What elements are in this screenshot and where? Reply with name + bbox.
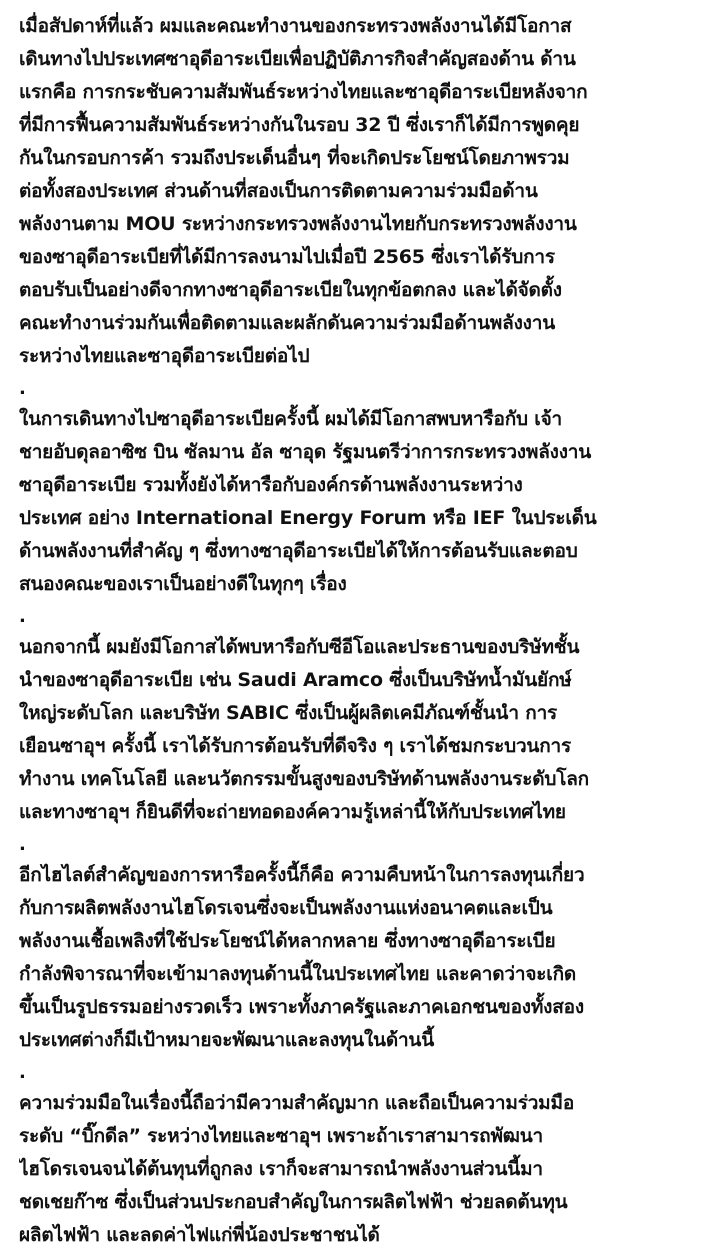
text-line: ชดเชยก๊าซ ซึ่งเป็นส่วนประกอบสำคัญในการผลิตไฟฟ้า ช่วยลดต้นทุน bbox=[19, 1191, 568, 1213]
text-line: ไฮโดรเจนจนได้ต้นทุนที่ถูกลง เราก็จะสามารถนำพลังงานส่วนนี้มา bbox=[19, 1158, 543, 1180]
text-line: ตอบรับเป็นอย่างดีจากทางซาอุดีอาระเบียในทุกข้อตกลง และได้จัดตั้ง bbox=[19, 279, 562, 301]
text-line: เมื่อสัปดาห์ที่แล้ว ผมและคณะทำงานของกระทรวงพลังงานได้มีโอกาส bbox=[19, 15, 572, 37]
text-line: ประเทศต่างก็มีเป้าหมายจะพัฒนาและลงทุนในด้านนี้ bbox=[19, 1029, 434, 1051]
text-line: กันในกรอบการค้า รวมถึงประเด็นอื่นๆ ที่จะเกิดประโยชน์โดยภาพรวม bbox=[19, 147, 570, 169]
text-line: ของซาอุดีอาระเบียที่ได้มีการลงนามไปเมื่อปี 2565 ซึ่งเราได้รับการ bbox=[19, 246, 555, 268]
text-line: แรกคือ การกระชับความสัมพันธ์ระหว่างไทยและซาอุดีอาระเบียหลังจาก bbox=[19, 81, 588, 103]
text-line: ต่อทั้งสองประเทศ ส่วนด้านที่สองเป็นการติดตามความร่วมมือด้าน bbox=[19, 180, 538, 202]
text-line: ความร่วมมือในเรื่องนี้ถือว่ามีความสำคัญมาก และถือเป็นความร่วมมือ bbox=[19, 1092, 575, 1114]
paragraph-4 bbox=[19, 859, 699, 1057]
text-line: พลังงานเชื้อเพลิงที่ใช้ประโยชน์ได้หลากหลาย ซึ่งทางซาอุดีอาระเบีย bbox=[19, 930, 556, 952]
text-line: กับการผลิตพลังงานไฮโดรเจนซึ่งจะเป็นพลังงานแห่งอนาคตและเป็น bbox=[19, 897, 553, 919]
text-line: ที่มีการฟื้นความสัมพันธ์ระหว่างกันในรอบ 32 ปี ซึ่งเราก็ได้มีการพูดคุย bbox=[19, 114, 580, 136]
text-line: เยือนซาอุฯ ครั้งนี้ เราได้รับการต้อนรับที่ดีจริง ๆ เราได้ชมกระบวนการ bbox=[19, 735, 571, 757]
text-line: ระหว่างไทยและซาอุดีอาระเบียต่อไป bbox=[19, 345, 310, 367]
paragraph-3 bbox=[19, 631, 699, 829]
text-line: กำลังพิจารณาที่จะเข้ามาลงทุนด้านนี้ในประเทศไทย และคาดว่าจะเกิด bbox=[19, 963, 577, 985]
paragraph-5 bbox=[19, 1087, 699, 1252]
text-line: ประเทศ อย่าง International Energy Forum หรือ IEF ในประเด็น bbox=[19, 507, 597, 529]
text-line: สนองคณะของเราเป็นอย่างดีในทุกๆ เรื่อง bbox=[19, 573, 347, 595]
text-line: และทางซาอุฯ ก็ยินดีที่จะถ่ายทอดองค์ความรู้เหล่านี้ให้กับประเทศไทย bbox=[19, 801, 566, 823]
paragraph-separator: . bbox=[19, 834, 26, 855]
text-line: นอกจากนี้ ผมยังมีโอกาสได้พบหารือกับซีอีโอและประธานของบริษัทชั้น bbox=[19, 636, 580, 658]
post-body bbox=[19, 10, 699, 1252]
text-line: นำของซาอุดีอาระเบีย เช่น Saudi Aramco ซึ่งเป็นบริษัทน้ำมันยักษ์ bbox=[19, 669, 572, 691]
text-line: ผลิตไฟฟ้า และลดค่าไฟแก่พี่น้องประชาชนได้ bbox=[19, 1224, 380, 1246]
text-line: พลังงานตาม MOU ระหว่างกระทรวงพลังงานไทยกับกระทรวงพลังงาน bbox=[19, 213, 577, 235]
paragraph-separator: . bbox=[19, 1062, 26, 1083]
paragraph-2 bbox=[19, 403, 699, 601]
text-line: ด้านพลังงานที่สำคัญ ๆ ซึ่งทางซาอุดีอาระเบียได้ให้การต้อนรับและตอบ bbox=[19, 540, 578, 562]
paragraph-separator: . bbox=[19, 378, 26, 399]
text-line: เดินทางไปประเทศซาอุดีอาระเบียเพื่อปฏิบัติภารกิจสำคัญสองด้าน ด้าน bbox=[19, 48, 576, 70]
paragraph-separator: . bbox=[19, 606, 26, 627]
text-line: ทำงาน เทคโนโลยี และนวัตกรรมขั้นสูงของบริษัทด้านพลังงานระดับโลก bbox=[19, 768, 589, 790]
text-line: ในการเดินทางไปซาอุดีอาระเบียครั้งนี้ ผมได้มีโอกาสพบหารือกับ เจ้า bbox=[19, 408, 562, 430]
text-line: ขึ้นเป็นรูปธรรมอย่างรวดเร็ว เพราะทั้งภาครัฐและภาคเอกชนของทั้งสอง bbox=[19, 996, 584, 1018]
text-line: ระดับ “บิ๊กดีล” ระหว่างไทยและซาอุฯ เพราะถ้าเราสามารถพัฒนา bbox=[19, 1125, 544, 1147]
text-line: อีกไฮไลต์สำคัญของการหารือครั้งนี้ก็คือ ความคืบหน้าในการลงทุนเกี่ยว bbox=[19, 864, 585, 886]
paragraph-1 bbox=[19, 10, 699, 373]
text-line: ซาอุดีอาระเบีย รวมทั้งยังได้หารือกับองค์กรด้านพลังงานระหว่าง bbox=[19, 474, 523, 496]
text-line: คณะทำงานร่วมกันเพื่อติดตามและผลักดันความร่วมมือด้านพลังงาน bbox=[19, 312, 555, 334]
text-line: ชายอับดุลอาซิซ บิน ซัลมาน อัล ซาอุด รัฐมนตรีว่าการกระทรวงพลังงาน bbox=[19, 441, 592, 463]
text-line: ใหญ่ระดับโลก และบริษัท SABIC ซึ่งเป็นผู้ผลิตเคมีภัณฑ์ชั้นนำ การ bbox=[19, 702, 558, 724]
